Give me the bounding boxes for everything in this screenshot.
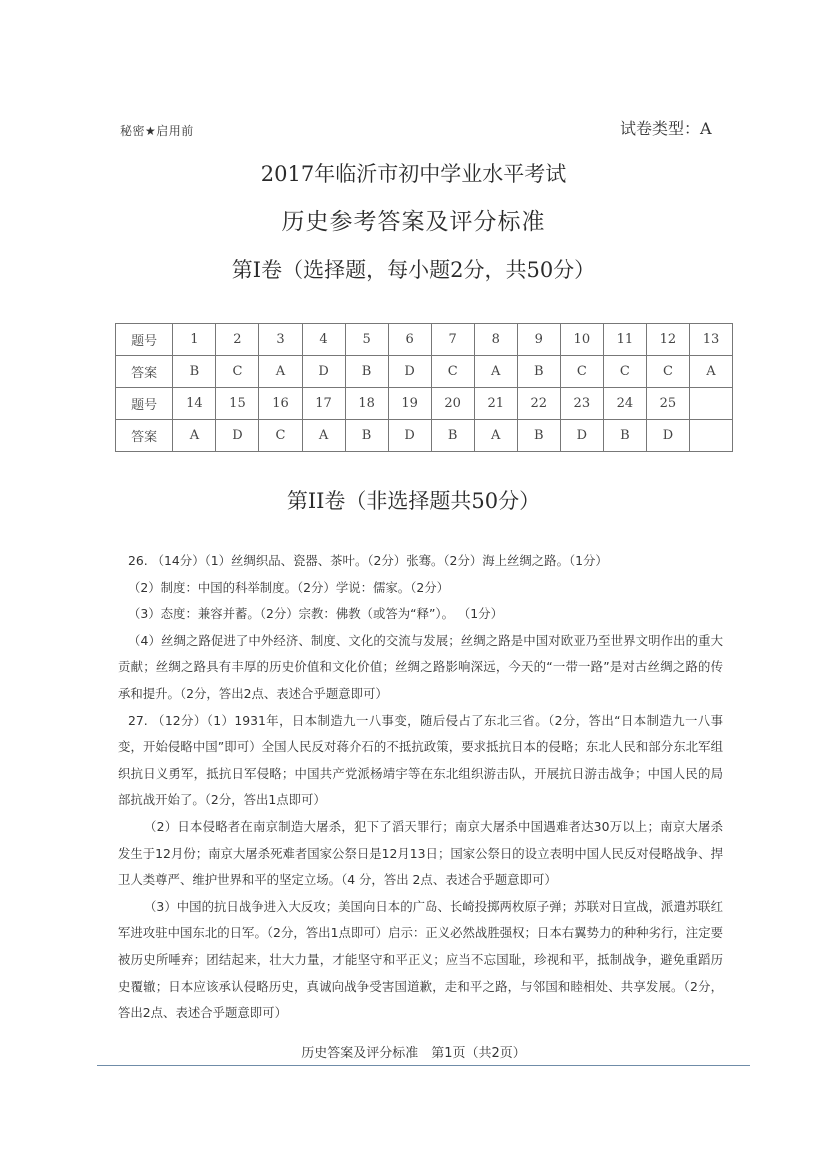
answer-cell: B [173, 356, 216, 388]
answer-cell: B [603, 420, 646, 452]
paragraph-q26-1: 26. （14分）（1）丝绸织品、瓷器、茶叶。（2分）张骞。（2分）海上丝绸之路。（1分） [128, 553, 608, 568]
question-row-label: 题号 [116, 388, 173, 420]
answer-cell: B [517, 420, 560, 452]
section2-heading: 第II卷（非选择题共50分） [286, 489, 541, 513]
question-number-cell: 8 [474, 324, 517, 356]
paragraph-q26-4: （4）丝绸之路促进了中外经济、制度、文化的交流与发展；丝绸之路是中国对欧亚乃至世界文明作出的重大贡献；丝绸之路具有丰厚的历史价值和文化价值；丝绸之路影响深远，今天的“一带一路”是对古丝绸之路的传承和提升。（2分，答出2点、表述合乎题意即可） [118, 632, 723, 701]
exam-title: 2017年临沂市初中学业水平考试 [260, 162, 567, 186]
paragraph-q26-2: （2）制度：中国的科举制度。（2分）学说：儒家。（2分） [128, 579, 450, 595]
question-number-cell: 4 [302, 324, 345, 356]
answer-cell: C [646, 356, 689, 388]
question-number-cell: 25 [646, 388, 689, 420]
answer-cell: A [689, 356, 732, 388]
question-row-label: 题号 [116, 324, 173, 356]
question-number-cell: 23 [560, 388, 603, 420]
question-number-cell [689, 388, 732, 420]
question-number-cell: 14 [173, 388, 216, 420]
question-number-cell: 12 [646, 324, 689, 356]
answer-body-text [118, 548, 723, 1027]
answer-cell: C [216, 356, 259, 388]
question-number-cell: 15 [216, 388, 259, 420]
answer-cell: C [603, 356, 646, 388]
answer-table [115, 323, 733, 452]
answer-cell: D [646, 420, 689, 452]
answer-cell: D [302, 356, 345, 388]
document-title: 历史参考答案及评分标准 [281, 209, 546, 235]
question-number-cell: 6 [388, 324, 431, 356]
answer-row-label: 答案 [116, 420, 173, 452]
answer-cell: A [302, 420, 345, 452]
answer-cell: B [345, 420, 388, 452]
question-row [116, 324, 733, 356]
confidential-label: 秘密★启用前 [120, 124, 194, 138]
question-number-cell: 11 [603, 324, 646, 356]
answer-row [116, 356, 733, 388]
answer-cell: A [474, 356, 517, 388]
question-number-cell: 16 [259, 388, 302, 420]
question-row [116, 388, 733, 420]
question-number-cell: 2 [216, 324, 259, 356]
answer-cell: A [474, 420, 517, 452]
question-number-cell: 3 [259, 324, 302, 356]
answer-cell: B [345, 356, 388, 388]
question-number-cell: 19 [388, 388, 431, 420]
paragraph-q27-1: 27. （12分）（1）1931年，日本制造九一八事变，随后侵占了东北三省。（2分，答出“日本制造九一八事变，开始侵略中国”即可）全国人民反对蒋介石的不抵抗政策，要求抵抗日本的侵略；东北人民和部分东北军组织抗日义勇军，抵抗日军侵略；中国共产党派杨靖宇等在东北组织游击队，开展抗日游击战争；中国人民的局部抗战开始了。（2分，答出1点即可） [118, 712, 723, 808]
answer-cell: D [388, 420, 431, 452]
question-number-cell: 22 [517, 388, 560, 420]
answer-cell: C [431, 356, 474, 388]
question-number-cell: 21 [474, 388, 517, 420]
answer-row [116, 420, 733, 452]
paper-type-label: 试卷类型：A [620, 119, 712, 138]
answer-cell: D [216, 420, 259, 452]
answer-cell: D [560, 420, 603, 452]
paragraph-q27-3: （3）中国的抗日战争进入大反攻；美国向日本的广岛、长崎投掷两枚原子弹；苏联对日宣战，派遣苏联红军进攻驻中国东北的日军。（2分，答出1点即可）启示：正义必然战胜强权；日本右翼势力的种种劣行，注定要被历史所唾弃；团结起来，壮大力量，才能坚守和平正义；应当不忘国耻，珍视和平，抵制战争，避免重蹈历史覆辙；日本应该承认侵略历史，真诚向战争受害国道歉，走和平之路，与邻国和睦相处、共享发展。（2分，答出2点、表述合乎题意即可） [118, 898, 723, 1021]
answer-cell: C [259, 420, 302, 452]
answer-cell: B [431, 420, 474, 452]
question-number-cell: 9 [517, 324, 560, 356]
answer-cell [689, 420, 732, 452]
answer-cell: A [173, 420, 216, 452]
paragraph-q27-2: （2）日本侵略者在南京制造大屠杀，犯下了滔天罪行；南京大屠杀中国遇难者达30万以上；南京大屠杀发生于12月份；南京大屠杀死难者国家公祭日是12月13日；国家公祭日的设立表明中国人民反对侵略战争、捍卫人类尊严、维护世界和平的坚定立场。（4 分，答出 2点、表述合乎题意即可） [118, 818, 723, 888]
question-number-cell: 17 [302, 388, 345, 420]
question-number-cell: 24 [603, 388, 646, 420]
question-number-cell: 10 [560, 324, 603, 356]
question-number-cell: 20 [431, 388, 474, 420]
paragraph-q26-3: （3）态度：兼容并蓄。（2分）宗教：佛教（或答为“释”）。 （1分） [128, 606, 503, 622]
question-number-cell: 1 [173, 324, 216, 356]
question-number-cell: 5 [345, 324, 388, 356]
footer-divider [97, 1065, 750, 1066]
question-number-cell: 13 [689, 324, 732, 356]
question-number-cell: 18 [345, 388, 388, 420]
page-footer: 历史答案及评分标准 第1页（共2页） [301, 1046, 526, 1061]
answer-cell: D [388, 356, 431, 388]
answer-cell: C [560, 356, 603, 388]
section1-heading: 第I卷（选择题，每小题2分，共50分） [231, 258, 596, 282]
question-number-cell: 7 [431, 324, 474, 356]
answer-cell: A [259, 356, 302, 388]
answer-row-label: 答案 [116, 356, 173, 388]
answer-cell: B [517, 356, 560, 388]
